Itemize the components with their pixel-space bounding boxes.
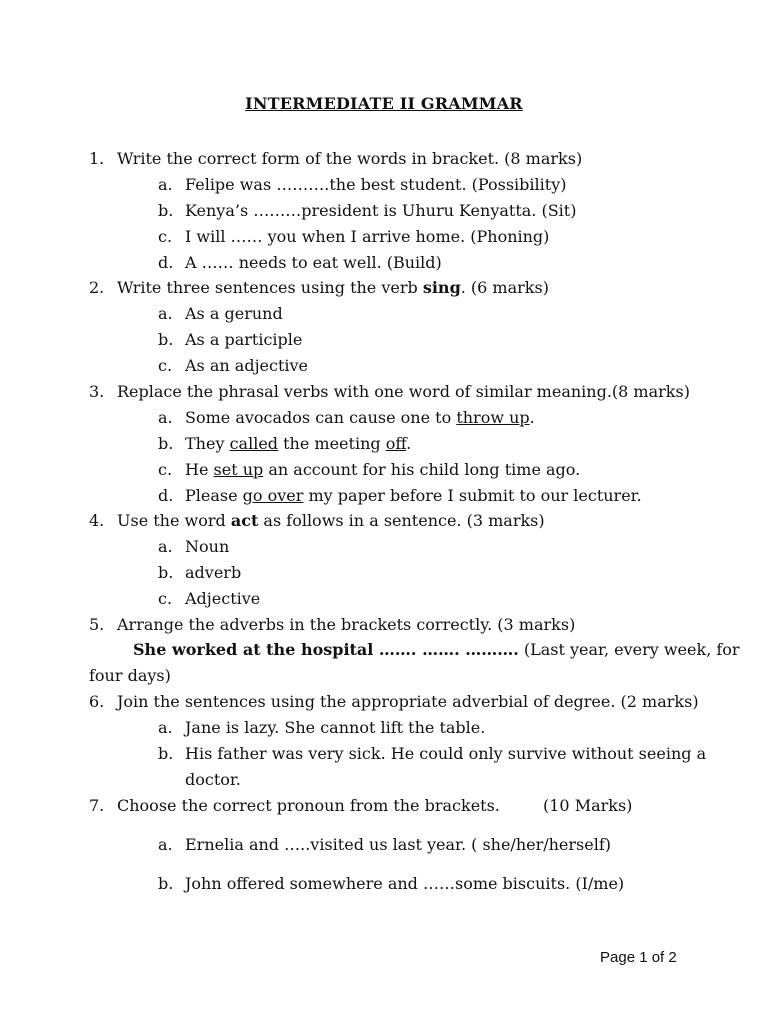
- page-number: Page 1 of 2: [600, 949, 677, 966]
- phrasal-verb: set up: [213, 460, 264, 479]
- q6-item-a-text: Jane is lazy. She cannot lift the table.: [185, 718, 486, 737]
- q4-item-b-letter: b.: [158, 563, 174, 582]
- question-3-text: Replace the phrasal verbs with one word of similar meaning.(8 marks): [117, 382, 690, 401]
- q2-item-a-letter: a.: [158, 304, 173, 323]
- keyword-act: act: [230, 511, 259, 530]
- q3-item-a-text: Some avocados can cause one to throw up.: [185, 408, 535, 427]
- phrasal-verb-particle: off: [385, 434, 407, 453]
- q3-item-d-letter: d.: [158, 486, 174, 505]
- question-2-number: 2.: [89, 278, 105, 297]
- q7-item-b-letter: b.: [158, 874, 174, 893]
- q2-item-b-letter: b.: [158, 330, 174, 349]
- q1-item-a-text: Felipe was ……….the best student. (Possibility): [185, 175, 567, 194]
- q3-item-b-letter: b.: [158, 434, 174, 453]
- q7-item-b-text: John offered somewhere and ……some biscuits. (I/me): [185, 874, 625, 893]
- question-6-number: 6.: [89, 692, 105, 711]
- q1-item-a-letter: a.: [158, 175, 173, 194]
- question-5-text: Arrange the adverbs in the brackets correctly. (3 marks): [117, 615, 576, 634]
- q1-item-b-text: Kenya’s ………president is Uhuru Kenyatta. (Sit): [185, 201, 577, 220]
- phrasal-verb: throw up: [456, 408, 530, 427]
- phrasal-verb: go over: [242, 486, 304, 505]
- q3-item-a-letter: a.: [158, 408, 173, 427]
- q1-item-d-text: A …… needs to eat well. (Build): [185, 253, 442, 272]
- question-6-text: Join the sentences using the appropriate adverbial of degree. (2 marks): [117, 692, 699, 711]
- q4-item-a-letter: a.: [158, 537, 173, 556]
- q6-item-b-text-continued: doctor.: [185, 770, 241, 789]
- q3-item-c-text: He set up an account for his child long time ago.: [185, 460, 581, 479]
- question-7-text: Choose the correct pronoun from the brackets.: [117, 796, 500, 815]
- sentence-bold-part: She worked at the hospital ……. ……. ……….: [133, 640, 519, 659]
- question-3-number: 3.: [89, 382, 105, 401]
- question-5-sentence: She worked at the hospital ……. ……. ………. (Last year, every week, for: [133, 640, 740, 659]
- question-4-number: 4.: [89, 511, 105, 530]
- question-2-text: Write three sentences using the verb sing. (6 marks): [117, 278, 549, 297]
- q6-item-a-letter: a.: [158, 718, 173, 737]
- q1-item-c-letter: c.: [158, 227, 173, 246]
- q7-item-a-letter: a.: [158, 835, 173, 854]
- q1-item-d-letter: d.: [158, 253, 174, 272]
- q2-item-c-letter: c.: [158, 356, 173, 375]
- q3-item-d-text: Please go over my paper before I submit to our lecturer.: [185, 486, 642, 505]
- q7-item-a-text: Ernelia and …..visited us last year. ( she/her/herself): [185, 835, 612, 854]
- q1-item-c-text: I will …… you when I arrive home. (Phoning): [185, 227, 550, 246]
- q4-item-c-letter: c.: [158, 589, 173, 608]
- page-title: INTERMEDIATE II GRAMMAR: [245, 94, 523, 113]
- question-1-text: Write the correct form of the words in bracket. (8 marks): [117, 149, 583, 168]
- q6-item-b-text: His father was very sick. He could only survive without seeing a: [185, 744, 707, 763]
- q3-item-c-letter: c.: [158, 460, 173, 479]
- q1-item-b-letter: b.: [158, 201, 174, 220]
- question-5-number: 5.: [89, 615, 105, 634]
- q2-item-b-text: As a participle: [185, 330, 303, 349]
- question-7-marks: (10 Marks): [543, 796, 633, 815]
- question-7-number: 7.: [89, 796, 105, 815]
- question-1-number: 1.: [89, 149, 105, 168]
- q2-item-c-text: As an adjective: [185, 356, 309, 375]
- q2-item-a-text: As a gerund: [185, 304, 283, 323]
- phrasal-verb: called: [229, 434, 279, 453]
- q6-item-b-letter: b.: [158, 744, 174, 763]
- question-4-text: Use the word act as follows in a sentence. (3 marks): [117, 511, 545, 530]
- q4-item-b-text: adverb: [185, 563, 242, 582]
- question-5-sentence-continued: four days): [89, 666, 171, 685]
- keyword-sing: sing: [422, 278, 461, 297]
- q3-item-b-text: They called the meeting off.: [185, 434, 412, 453]
- q4-item-a-text: Noun: [185, 537, 230, 556]
- q4-item-c-text: Adjective: [185, 589, 261, 608]
